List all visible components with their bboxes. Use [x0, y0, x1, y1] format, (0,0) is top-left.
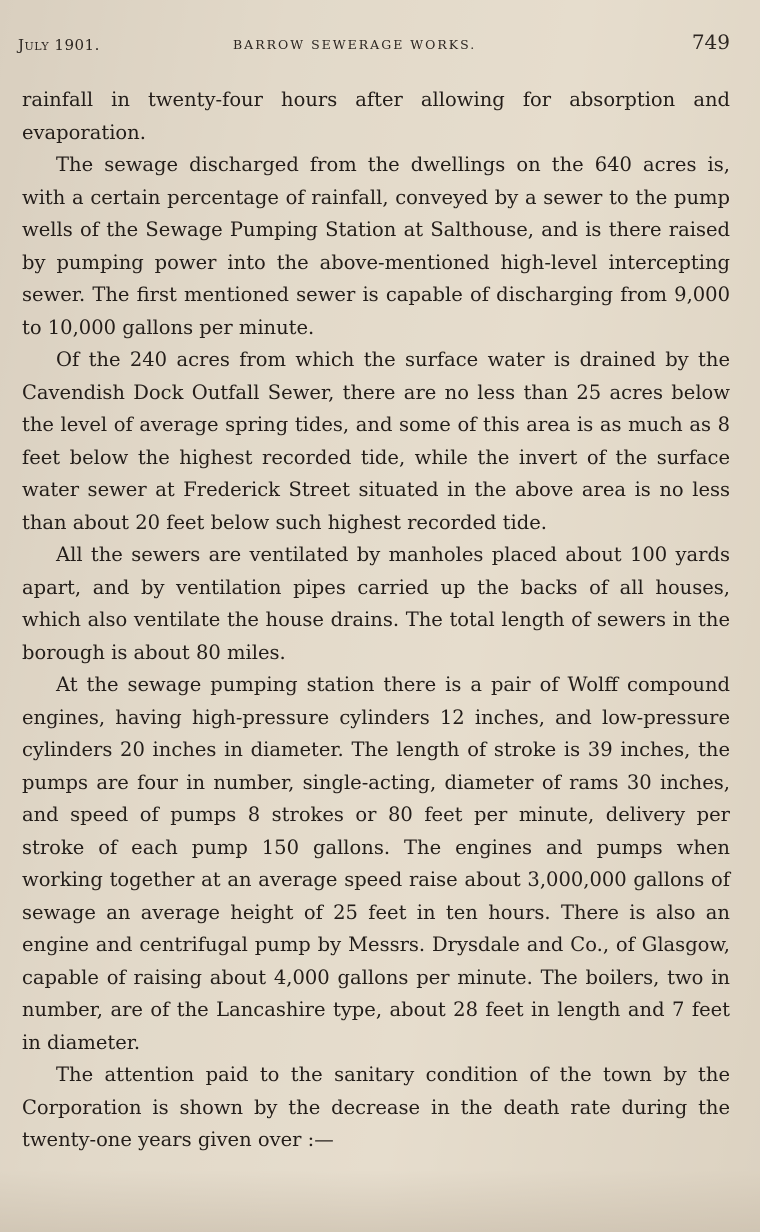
paragraph-death-rate: The attention paid to the sanitary condition of the town by the Corporation is shown by the decrease in the death rate during the twenty-one years given over :—: [22, 1063, 730, 1151]
paragraph-ventilation: All the sewers are ventilated by manholes placed about 100 yards apart, and by ventilation pipes carried up the backs of all houses, which also ventilate the house drains. The total length of sewers in the borough is about 80 miles.: [22, 543, 730, 664]
paragraph-pumping-station: At the sewage pumping station there is a pair of Wolff compound engines, having high-pressure cylinders 12 inches, and low-pressure cylinders 20 inches in diameter. The length of stroke is 39 inches, the pumps are four in number, single-acting, diameter of rams 30 inches, and speed of pumps 8 strokes or 80 feet per minute, delivery per stroke of each pump 150 gallons. The engines and pumps when working together at an average speed raise about 3,000,000 gallons of sewage an average height of 25 feet in ten hours. There is also an engine and centrifugal pump by Messrs. Drysdale and Co., of Glasgow, capable of raising about 4,000 gallons per minute. The boilers, two in number, are of the Lancashire type, about 28 feet in length and 7 feet in diameter.: [22, 673, 730, 1054]
header-date: July 1901.: [18, 36, 100, 54]
paragraph-continued: rainfall in twenty-four hours after allowing for absorption and evaporation.: [22, 88, 730, 144]
header-title: BARROW SEWERAGE WORKS.: [233, 37, 477, 52]
page-bottom-shadow: [0, 1170, 760, 1232]
paragraph-sewage-discharge: The sewage discharged from the dwellings on the 640 acres is, with a certain percentage of rainfall, conveyed by a sewer to the pump wells of the Sewage Pumping Station at Salthouse, and is there raised by pumping power into the above-mentioned high-level intercepting sewer. The first mentioned sewer is capable of discharging from 9,000 to 10,000 gallons per minute.: [22, 153, 730, 339]
paragraph-cavendish-dock: Of the 240 acres from which the surface water is drained by the Cavendish Dock Outfall Sewer, there are no less than 25 acres below the level of average spring tides, and some of this area is as much as 8 feet below the highest recorded tide, while the invert of the surface water sewer at Frederick Street situated in the above area is no less than about 20 feet below such highest recorded tide.: [22, 348, 730, 534]
page-number: 749: [691, 30, 730, 54]
body-text: [22, 84, 730, 1157]
running-header: [18, 30, 730, 60]
